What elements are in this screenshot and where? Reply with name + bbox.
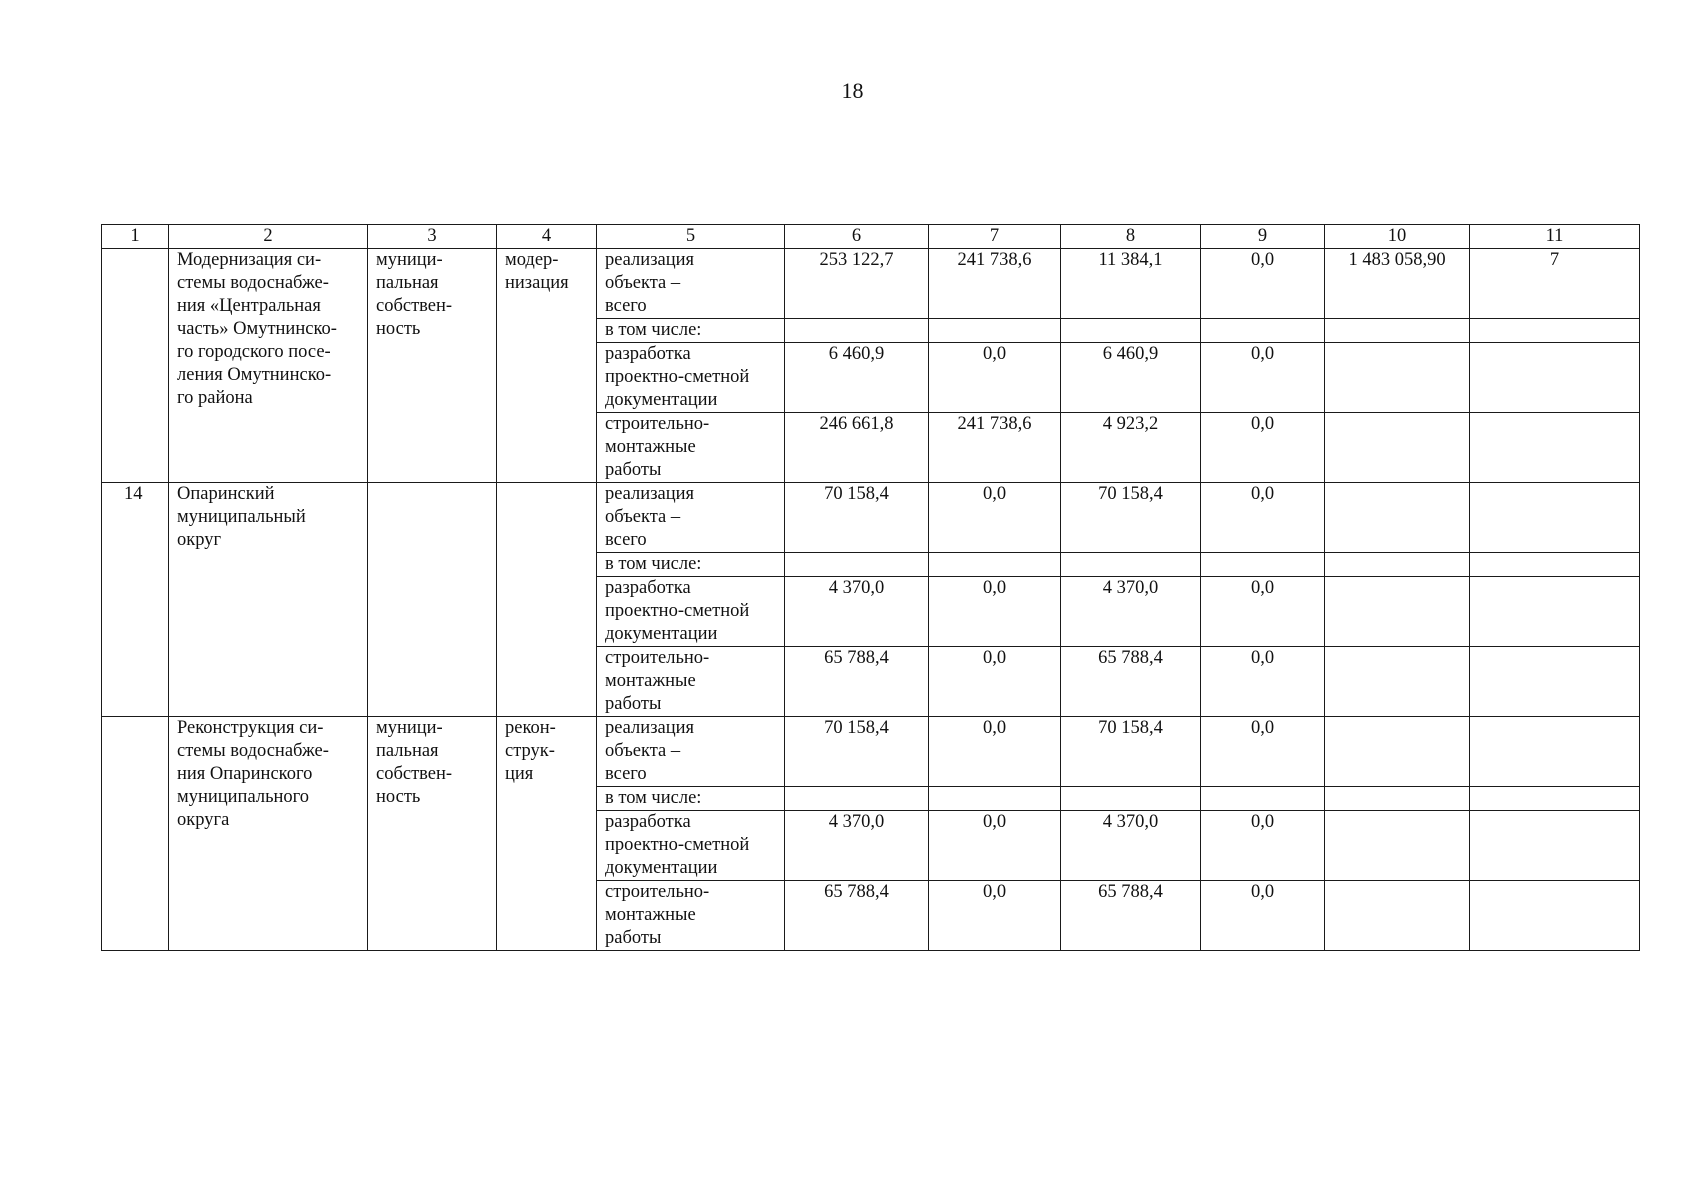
- value-cell-c8: 65 788,4: [1061, 881, 1201, 951]
- value-cell-c8: [1061, 553, 1201, 577]
- value-cell-c8: 11 384,1: [1061, 249, 1201, 319]
- object-name-cell: Опаринский муниципальный округ: [169, 483, 368, 717]
- value-cell-c9: [1201, 553, 1325, 577]
- cost-item-label: строительно- монтажные работы: [597, 413, 785, 483]
- value-cell-c9: 0,0: [1201, 881, 1325, 951]
- cost-item-label: разработка проектно-сметной документации: [597, 343, 785, 413]
- value-cell-c8: 4 370,0: [1061, 811, 1201, 881]
- value-cell-c6: [785, 787, 929, 811]
- value-cell-c6: 70 158,4: [785, 483, 929, 553]
- value-cell-c10: [1325, 319, 1470, 343]
- value-cell-c10: [1325, 483, 1470, 553]
- object-name-cell: Реконструкция си- стемы водоснабже- ния Опаринского муниципального округа: [169, 717, 368, 951]
- work-type-cell: рекон- струк- ция: [497, 717, 597, 951]
- row-number-cell: [102, 717, 169, 951]
- value-cell-c10: [1325, 787, 1470, 811]
- value-cell-c9: [1201, 787, 1325, 811]
- value-cell-c7: 0,0: [929, 343, 1061, 413]
- column-header: 8: [1061, 225, 1201, 249]
- column-number-row: [102, 225, 1640, 249]
- value-cell-c10: 1 483 058,90: [1325, 249, 1470, 319]
- work-type-cell: модер- низация: [497, 249, 597, 483]
- value-cell-c6: 4 370,0: [785, 577, 929, 647]
- cost-item-label: в том числе:: [597, 553, 785, 577]
- value-cell-c9: 0,0: [1201, 249, 1325, 319]
- cost-item-label: реализация объекта – всего: [597, 483, 785, 553]
- value-cell-c7: 0,0: [929, 647, 1061, 717]
- value-cell-c11: [1470, 413, 1640, 483]
- value-cell-c7: 0,0: [929, 811, 1061, 881]
- page-number: 18: [841, 78, 864, 103]
- value-cell-c6: 70 158,4: [785, 717, 929, 787]
- value-cell-c7: 0,0: [929, 881, 1061, 951]
- value-cell-c6: 6 460,9: [785, 343, 929, 413]
- value-cell-c9: 0,0: [1201, 343, 1325, 413]
- column-header: 11: [1470, 225, 1640, 249]
- value-cell-c7: 0,0: [929, 577, 1061, 647]
- value-cell-c11: [1470, 717, 1640, 787]
- value-cell-c9: 0,0: [1201, 811, 1325, 881]
- value-cell-c11: [1470, 553, 1640, 577]
- value-cell-c10: [1325, 647, 1470, 717]
- budget-table: [101, 224, 1640, 951]
- value-cell-c10: [1325, 717, 1470, 787]
- value-cell-c10: [1325, 811, 1470, 881]
- cost-item-label: разработка проектно-сметной документации: [597, 577, 785, 647]
- table-row: [102, 717, 1640, 787]
- value-cell-c10: [1325, 577, 1470, 647]
- column-header: 4: [497, 225, 597, 249]
- value-cell-c6: 65 788,4: [785, 881, 929, 951]
- value-cell-c6: 65 788,4: [785, 647, 929, 717]
- value-cell-c8: 65 788,4: [1061, 647, 1201, 717]
- value-cell-c7: [929, 553, 1061, 577]
- value-cell-c6: 246 661,8: [785, 413, 929, 483]
- cost-item-label: строительно- монтажные работы: [597, 881, 785, 951]
- value-cell-c9: 0,0: [1201, 413, 1325, 483]
- value-cell-c11: [1470, 881, 1640, 951]
- cost-item-label: разработка проектно-сметной документации: [597, 811, 785, 881]
- value-cell-c10: [1325, 881, 1470, 951]
- column-header: 3: [368, 225, 497, 249]
- value-cell-c8: 70 158,4: [1061, 483, 1201, 553]
- value-cell-c9: 0,0: [1201, 483, 1325, 553]
- value-cell-c7: 0,0: [929, 483, 1061, 553]
- value-cell-c11: [1470, 787, 1640, 811]
- value-cell-c9: 0,0: [1201, 647, 1325, 717]
- column-header: 7: [929, 225, 1061, 249]
- ownership-cell: муници- пальная собствен- ность: [368, 717, 497, 951]
- value-cell-c11: [1470, 483, 1640, 553]
- value-cell-c11: [1470, 319, 1640, 343]
- value-cell-c8: 6 460,9: [1061, 343, 1201, 413]
- column-header: 9: [1201, 225, 1325, 249]
- cost-item-label: реализация объекта – всего: [597, 717, 785, 787]
- value-cell-c9: [1201, 319, 1325, 343]
- value-cell-c6: 4 370,0: [785, 811, 929, 881]
- value-cell-c11: [1470, 343, 1640, 413]
- ownership-cell: [368, 483, 497, 717]
- value-cell-c11: [1470, 577, 1640, 647]
- cost-item-label: в том числе:: [597, 319, 785, 343]
- value-cell-c7: 241 738,6: [929, 413, 1061, 483]
- ownership-cell: муници- пальная собствен- ность: [368, 249, 497, 483]
- object-name-cell: Модернизация си- стемы водоснабже- ния «Центральная часть» Омутнинско- го городского посе- ления Омутнинско- го района: [169, 249, 368, 483]
- row-number-cell: 14: [102, 483, 169, 717]
- cost-item-label: в том числе:: [597, 787, 785, 811]
- value-cell-c7: [929, 787, 1061, 811]
- cost-item-label: реализация объекта – всего: [597, 249, 785, 319]
- value-cell-c7: [929, 319, 1061, 343]
- column-header: 6: [785, 225, 929, 249]
- value-cell-c7: 0,0: [929, 717, 1061, 787]
- value-cell-c9: 0,0: [1201, 717, 1325, 787]
- value-cell-c8: 4 923,2: [1061, 413, 1201, 483]
- value-cell-c6: [785, 319, 929, 343]
- value-cell-c10: [1325, 413, 1470, 483]
- value-cell-c10: [1325, 343, 1470, 413]
- value-cell-c9: 0,0: [1201, 577, 1325, 647]
- value-cell-c8: 4 370,0: [1061, 577, 1201, 647]
- value-cell-c7: 241 738,6: [929, 249, 1061, 319]
- cost-item-label: строительно- монтажные работы: [597, 647, 785, 717]
- table-row: [102, 249, 1640, 319]
- column-header: 10: [1325, 225, 1470, 249]
- column-header: 1: [102, 225, 169, 249]
- column-header: 5: [597, 225, 785, 249]
- value-cell-c11: [1470, 811, 1640, 881]
- value-cell-c8: [1061, 319, 1201, 343]
- row-number-cell: [102, 249, 169, 483]
- table-row: [102, 483, 1640, 553]
- value-cell-c6: [785, 553, 929, 577]
- value-cell-c8: 70 158,4: [1061, 717, 1201, 787]
- value-cell-c6: 253 122,7: [785, 249, 929, 319]
- value-cell-c10: [1325, 553, 1470, 577]
- value-cell-c11: 7: [1470, 249, 1640, 319]
- value-cell-c11: [1470, 647, 1640, 717]
- work-type-cell: [497, 483, 597, 717]
- column-header: 2: [169, 225, 368, 249]
- value-cell-c8: [1061, 787, 1201, 811]
